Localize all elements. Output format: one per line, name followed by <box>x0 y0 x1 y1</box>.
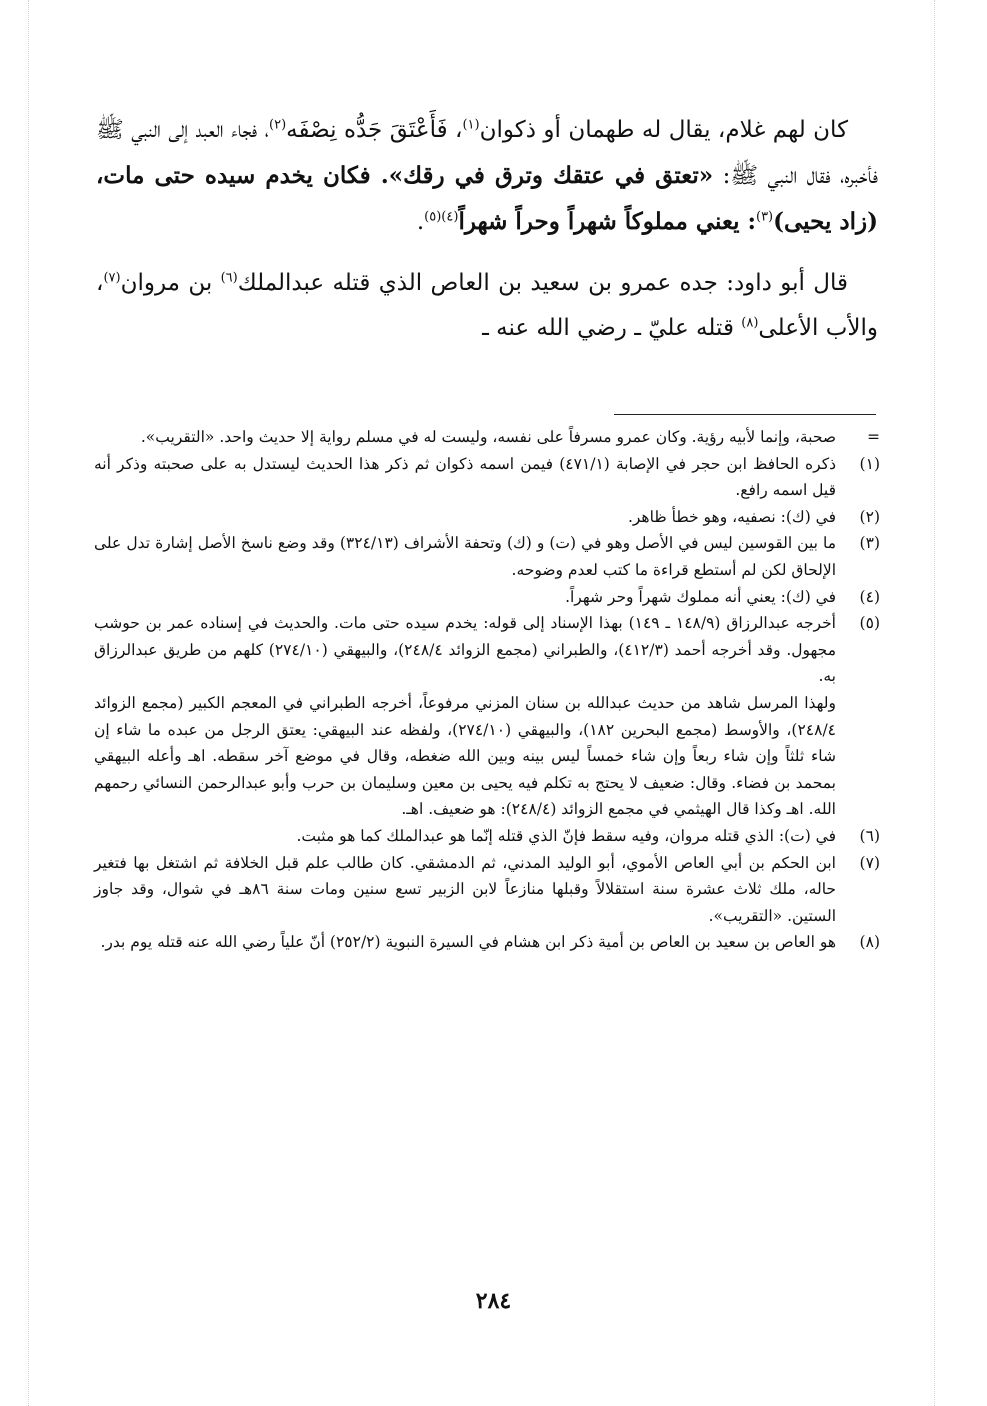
footnote <box>94 504 880 531</box>
footnote <box>94 823 880 850</box>
footnote <box>94 610 880 823</box>
footnote-number: (٤) <box>859 587 880 606</box>
hadith-bold-text: : يعني مملوكاً شهراً وحراً شهراً <box>458 208 756 235</box>
footnote <box>94 929 880 956</box>
main-text <box>96 108 878 351</box>
footnote <box>94 451 880 504</box>
footnote-body <box>94 850 836 930</box>
footnote-number: (٧) <box>859 853 880 872</box>
footnote-ref-6: (٦) <box>220 270 238 286</box>
footnote-body <box>94 823 836 850</box>
footnote-body <box>94 929 836 956</box>
hadith-bold-text: «تعتق في عتقك وترق في رقك». فكان يخدم سيده حتى مات، (زاد يحيى) <box>96 162 878 235</box>
footnote-text: في (ت): الذي قتله مروان، وفيه سقط فإنّ الذي قتله إنّما هو عبدالملك كما هو مثبت. <box>296 826 836 845</box>
footnote-text: ذكره الحافظ ابن حجر في الإصابة (٤٧١/١) فيمن اسمه ذكوان ثم ذكر هذا الحديث ليستدل به على صحبته وذكر أنه قيل اسمه رافع. <box>94 454 836 500</box>
footnotes-section <box>94 424 880 956</box>
footnote-body <box>94 530 836 583</box>
abu-dawud-paragraph <box>96 261 878 351</box>
footnote-body <box>94 424 836 451</box>
footnote-number: (٨) <box>859 933 880 952</box>
footnote <box>94 584 880 611</box>
footnote-separator <box>614 414 876 415</box>
footnote-ref-7: (٧) <box>103 270 121 286</box>
footnote-number: (٣) <box>859 534 880 553</box>
footnote-ref-1: (١) <box>462 117 480 133</box>
commentary-text: قال أبو داود: جده عمرو بن سعيد بن العاص الذي قتله عبدالملك <box>237 270 848 296</box>
footnote-number: (١) <box>859 454 880 473</box>
hadith-paragraph <box>96 108 878 245</box>
footnote-text: ولهذا المرسل شاهد من حديث عبدالله بن سنان المزني مرفوعاً، أخرجه الطبراني في المعجم الكبير (مجمع الزوائد ٢٤٨/٤)، والأوسط (مجمع البحرين ١٨٢)، والبيهقي (٢٧٤/١٠)، ولفظه عند البيهقي: يعتق الرجل من عبده ما شاء إن شاء ثلثاً وإن شاء ربعاً وإن شاء خمساً ليس بينه وبين الله ضغطه، وقال في موضع آخر سقطه. اهـ وأعله البيهقي بمحمد بن فضاء. وقال: ضعيف لا يحتج به تكلم فيه يحيى بن معين وسليمان بن حرب وأبو عبدالرحمن النسائي رحمهم الله. اهـ وكذا قال الهيثمي في مجمع الزوائد (٢٤٨/٤): هو ضعيف. اهـ. <box>94 693 836 819</box>
hadith-text: ، فَأَعْتَقَ جَدُّه نِصْفَه <box>286 117 463 143</box>
footnote <box>94 850 880 930</box>
scan-artifact-line <box>28 0 29 1406</box>
footnote <box>94 424 880 451</box>
footnote-body <box>94 451 836 504</box>
footnote-body <box>94 504 836 531</box>
scan-artifact-line <box>934 0 935 1406</box>
footnote-ref-8: (٨) <box>741 315 759 331</box>
hadith-text: . <box>416 209 425 235</box>
footnote-ref-3: (٣) <box>755 209 774 225</box>
footnote-number: (٦) <box>859 826 880 845</box>
footnote-body <box>94 584 836 611</box>
footnote-number: = <box>867 428 880 446</box>
footnote-text: صحبة، وإنما لأبيه رؤية. وكان عمرو مسرفاً على نفسه، وليست له في مسلم رواية إلا حديث واحد. «التقريب». <box>140 428 836 446</box>
hadith-text: كان لهم غلام، يقال له طهمان أو ذكوان <box>479 117 849 143</box>
commentary-text: بن مروان <box>120 270 221 296</box>
hadith-text: ، فجاء العبد إلى النبي ﷺ فأخبره، فقال النبي ﷺ: <box>96 117 878 189</box>
commentary-text: قتله عليّ ـ رضي الله عنه ـ <box>482 315 742 341</box>
commentary-text: ، والأب الأعلى <box>96 270 878 341</box>
footnote-text: هو العاص بن سعيد بن العاص بن أمية ذكر ابن هشام في السيرة النبوية (٢٥٢/٢) أنّ علياً رضي الله عنه قتله يوم بدر. <box>100 933 836 952</box>
footnote-text: في (ك): يعني أنه مملوك شهراً وحر شهراً. <box>565 587 836 606</box>
footnote-ref-4-5: (٤)(٥) <box>424 209 459 225</box>
page-number: ٢٨٤ <box>475 1288 512 1314</box>
footnote-text: أخرجه عبدالرزاق (١٤٨/٩ ـ ١٤٩) بهذا الإسناد إلى قوله: يخدم سيده حتى مات. والحديث في إسناده عمر بن حوشب مجهول. وقد أخرجه أحمد (٤١٢/٣)، والطبراني (مجمع الزوائد ٢٤٨/٤)، والبيهقي (٢٧٤/١٠) كلهم من طريق عبدالرزاق به. <box>94 614 836 686</box>
footnote-number: (٥) <box>859 614 880 633</box>
footnote-text: في (ك): نصفيه، وهو خطأ ظاهر. <box>627 507 836 526</box>
footnote-body <box>94 610 836 823</box>
footnote <box>94 530 880 583</box>
footnote-text: ما بين القوسين ليس في الأصل وهو في (ت) و (ك) وتحفة الأشراف (٣٢٤/١٣) وقد وضع ناسخ الأصل إشارة تدل على الإلحاق لكن لم أستطع قراءة ما كتب لعدم وضوحه. <box>94 534 837 579</box>
footnote-text: ابن الحكم بن أبي العاص الأموي، أبو الوليد المدني، ثم الدمشقي. كان طالب علم قبل الخلافة ثم اشتغل بها فتغير حاله، ملك ثلاث عشرة سنة استقلالاً وقبلها منازعاً لابن الزبير تسع سنين ومات سنة ٨٦هـ في شوال، وقد جاوز الستين. «التقريب». <box>94 853 837 925</box>
footnote-number: (٢) <box>859 507 880 526</box>
footnote-ref-2: (٢) <box>269 117 287 133</box>
